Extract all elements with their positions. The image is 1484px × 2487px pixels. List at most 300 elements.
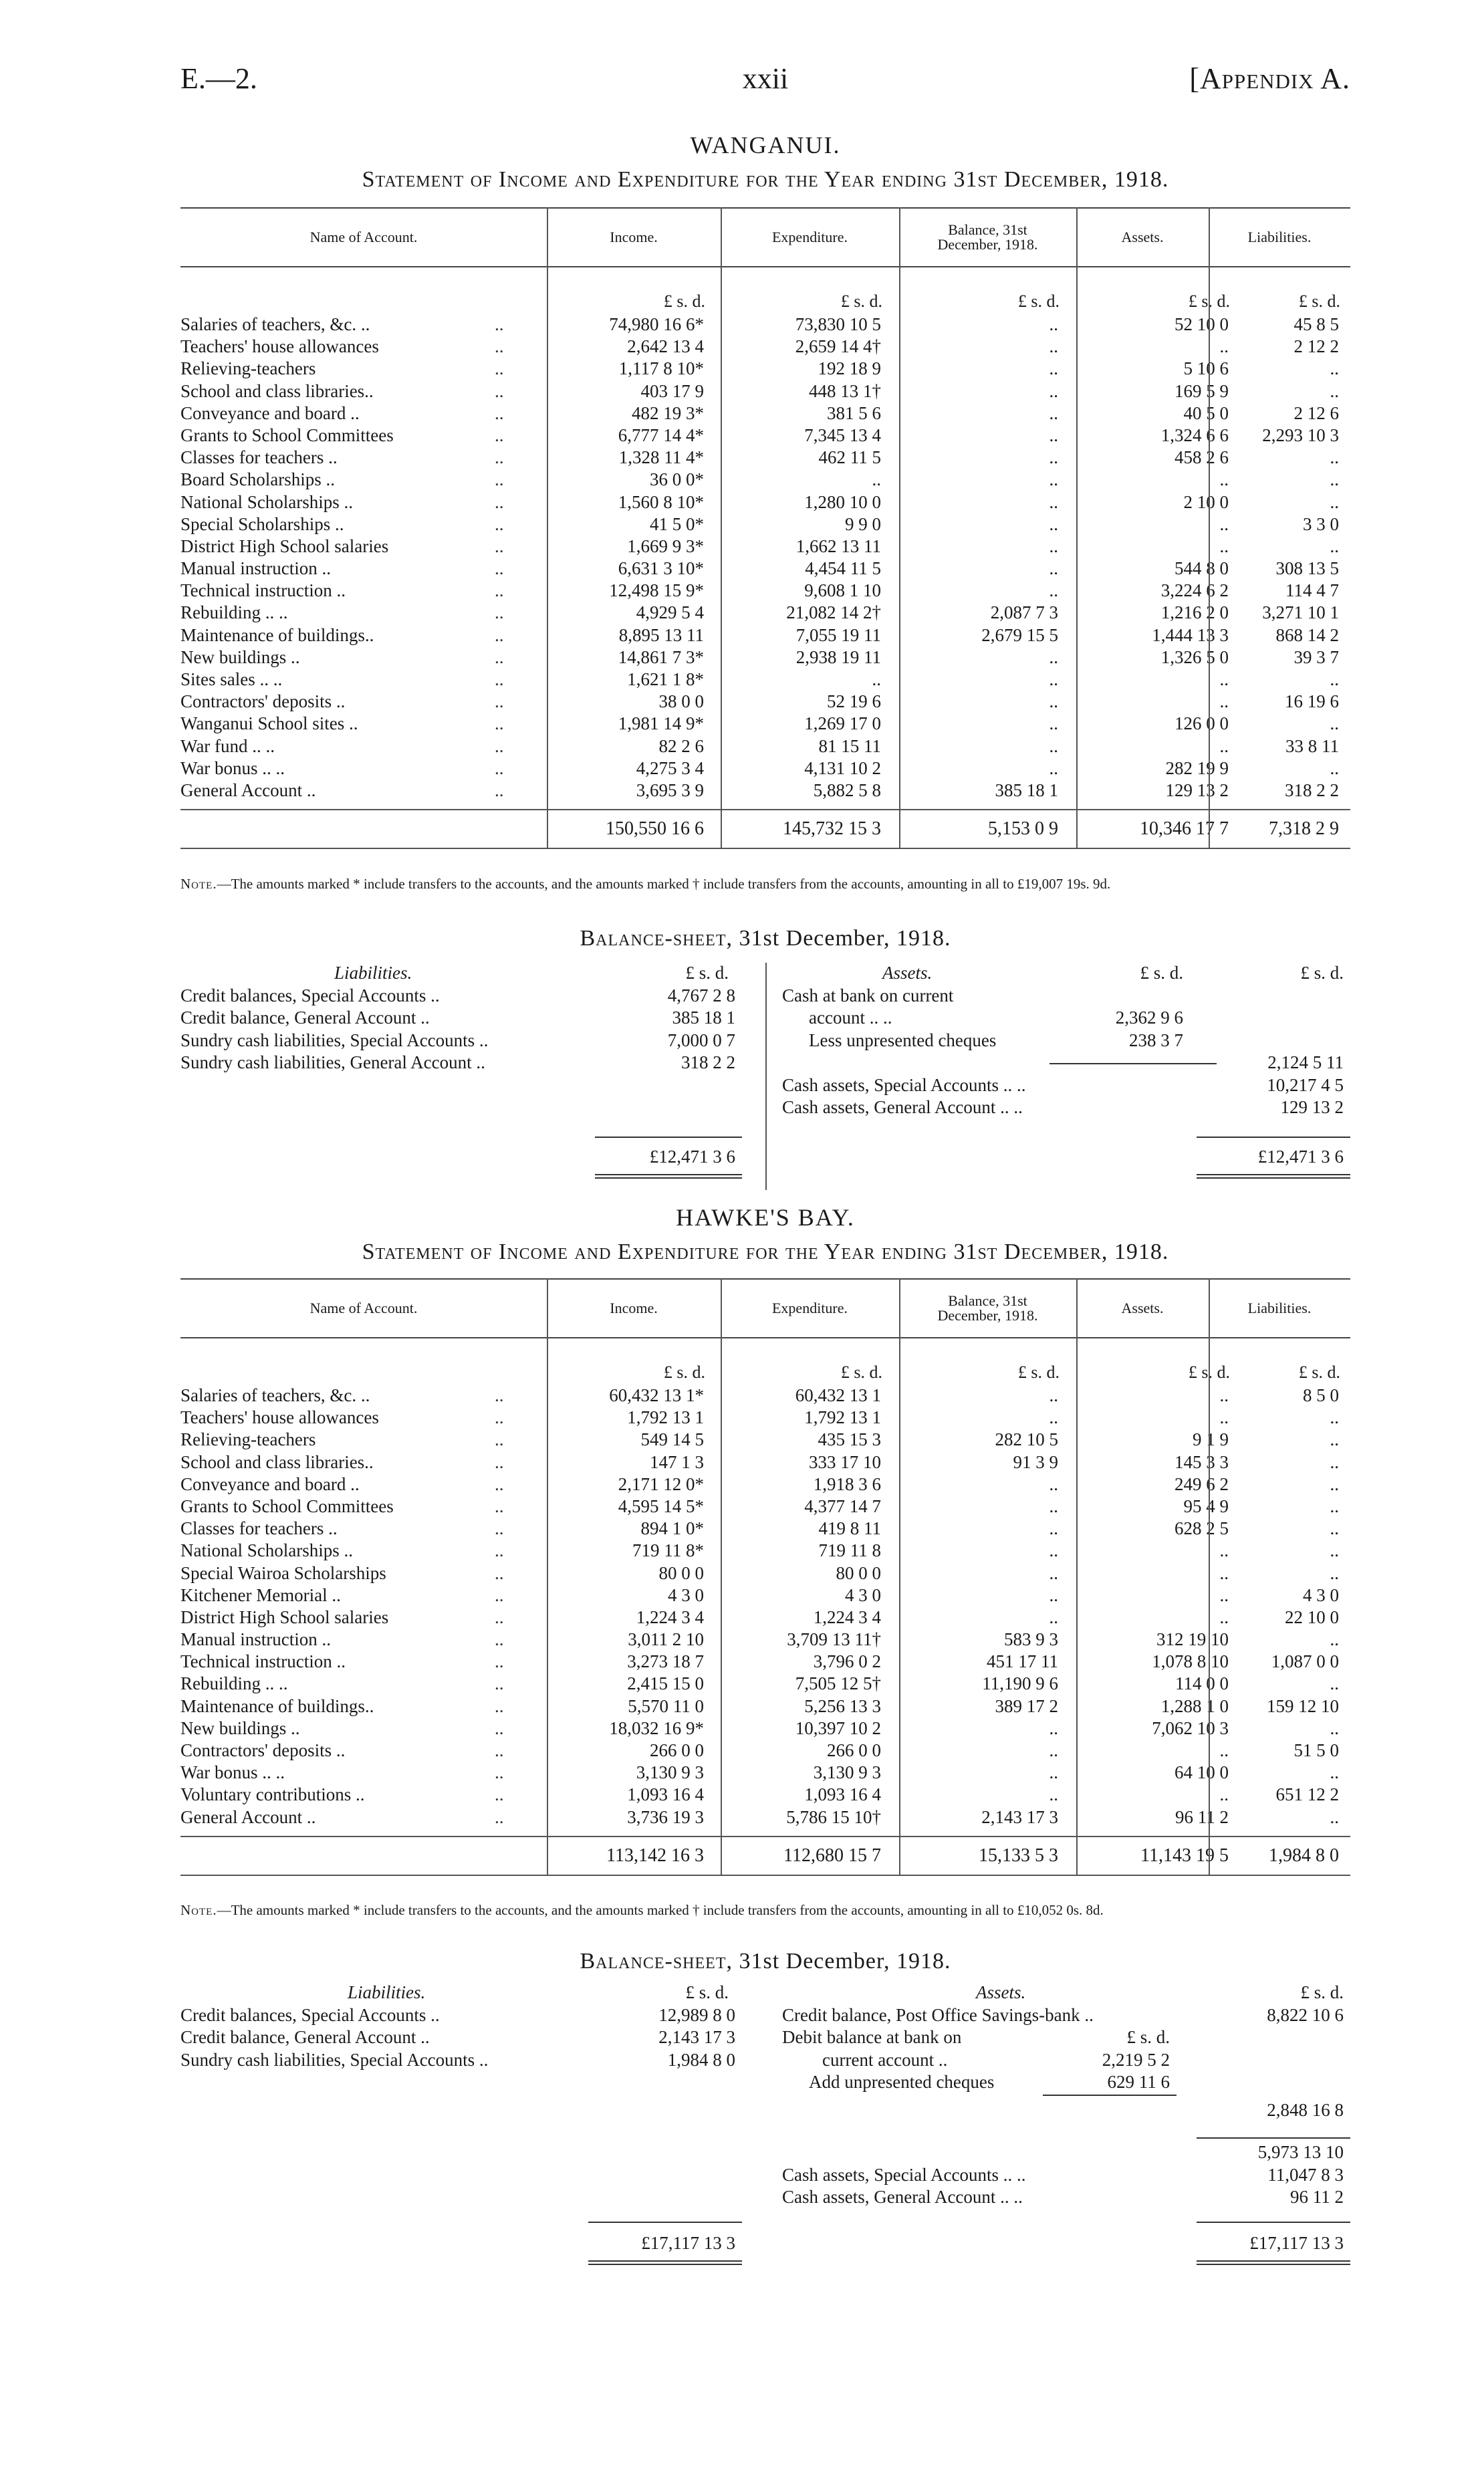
- account-name: Rebuilding .. ..: [180, 1673, 288, 1694]
- column-rule: [1209, 207, 1210, 849]
- table-row: [180, 1784, 1350, 1806]
- ast-cell: 312 19 10: [1156, 1629, 1229, 1650]
- liability-amount: 2,143 17 3: [658, 2027, 735, 2047]
- exp-cell: 7,055 19 11: [795, 624, 881, 645]
- column-header: Income.: [610, 1300, 658, 1316]
- leader-dots: ..: [495, 491, 504, 512]
- ast-cell: 1,324 6 6: [1160, 425, 1229, 445]
- exp-cell: 1,280 10 0: [804, 491, 881, 512]
- cash-assets-general-label: Cash assets, General Account .. ..: [782, 2187, 1023, 2207]
- bal-cell: ..: [1049, 1496, 1058, 1516]
- hawkes-bay-subtitle: Statement of Income and Expenditure for the Year ending 31st December, 1918.: [362, 1239, 1169, 1264]
- bal-cell: ..: [1049, 447, 1058, 468]
- assets-heading: Assets.: [976, 1982, 1026, 2002]
- table-row: [180, 469, 1350, 491]
- ast-cell: 3,224 6 2: [1160, 580, 1229, 601]
- ast-cell: ..: [1219, 735, 1229, 756]
- account-name: War bonus .. ..: [180, 757, 285, 778]
- inc-cell: 403 17 9: [640, 380, 704, 401]
- exp-cell: 192 18 9: [818, 358, 881, 379]
- leader-dots: ..: [495, 602, 504, 623]
- leader-dots: ..: [495, 513, 504, 534]
- lia-cell: ..: [1330, 536, 1339, 556]
- inc-cell: 2,642 13 4: [627, 336, 704, 357]
- inc-cell: 14,861 7 3*: [618, 646, 704, 667]
- column-header: Name of Account.: [310, 1300, 418, 1316]
- table-row: [180, 1407, 1350, 1429]
- ast-cell: ..: [1219, 336, 1229, 357]
- ast-cell: 5 10 6: [1183, 358, 1229, 379]
- cash-assets-special-label: Cash assets, Special Accounts .. ..: [782, 1074, 1026, 1095]
- units-label: £ s. d.: [1188, 291, 1230, 311]
- lia-cell: ..: [1330, 447, 1339, 468]
- lia-cell: ..: [1330, 669, 1339, 689]
- account-name: Kitchener Memorial ..: [180, 1584, 341, 1605]
- leader-dots: ..: [495, 757, 504, 778]
- exp-cell: 5,786 15 10†: [786, 1806, 881, 1827]
- leader-dots: ..: [495, 713, 504, 734]
- exp-cell: 1,918 3 6: [813, 1473, 881, 1494]
- hawkes-bay-bs-assets: Assets. £ s. d. Credit balance, Post Office Savings-bank .. 8,822 10 6 Debit balance at bank on £ s. d. current account .. 2,219 5 2 Add unpresented cheques 629 11 6 2,848 16 8 5,973 13 10 Cash assets, Special Accounts .. .. 11,047 8 3 Cash assets, General Account .. .. 96 11 2 £17,117 13 3: [782, 1982, 1350, 2276]
- bal-total: 15,133 5 3: [979, 1845, 1058, 1866]
- account-name: Technical instruction ..: [180, 1651, 346, 1672]
- table-row: [180, 1540, 1350, 1562]
- table-row: [180, 1585, 1350, 1607]
- cash-assets-special-label: Cash assets, Special Accounts .. ..: [782, 2164, 1026, 2185]
- bal-cell: 2,087 7 3: [990, 602, 1058, 623]
- inc-total: 150,550 16 6: [606, 818, 704, 840]
- lia-cell: 318 2 2: [1285, 780, 1339, 800]
- bal-cell: ..: [1049, 314, 1058, 334]
- table-row: [180, 558, 1350, 580]
- inc-cell: 3,011 2 10: [628, 1629, 704, 1650]
- cash-at-bank-amount: 2,362 9 6: [1115, 1008, 1183, 1028]
- ast-cell: ..: [1219, 1540, 1229, 1561]
- table-row: [180, 514, 1350, 536]
- account-name: New buildings ..: [180, 1718, 300, 1738]
- account-name: Salaries of teachers, &c. ..: [180, 314, 370, 334]
- post-office-savings-label: Credit balance, Post Office Savings-bank ..: [782, 2004, 1094, 2025]
- account-name: Rebuilding .. ..: [180, 602, 288, 623]
- inc-cell: 1,669 9 3*: [627, 536, 704, 556]
- exp-cell: 1,224 3 4: [813, 1607, 881, 1627]
- ast-cell: 169 5 9: [1174, 380, 1229, 401]
- column-rule: [899, 207, 900, 849]
- inc-cell: 1,981 14 9*: [618, 713, 704, 734]
- account-name: Classes for teachers ..: [180, 1518, 338, 1539]
- exp-cell: ..: [872, 469, 881, 490]
- exp-cell: 435 15 3: [818, 1429, 881, 1450]
- wanganui-title: WANGANUI.: [690, 132, 841, 158]
- table-row: [180, 425, 1350, 447]
- liability-line: [180, 985, 762, 1008]
- account-name: General Account ..: [180, 1806, 316, 1827]
- leader-dots: ..: [495, 1429, 504, 1450]
- ast-cell: 628 2 5: [1174, 1518, 1229, 1539]
- ast-cell: 9 1 9: [1193, 1429, 1229, 1450]
- leader-dots: ..: [495, 1673, 504, 1694]
- exp-cell: 4,454 11 5: [805, 558, 881, 579]
- lia-cell: ..: [1330, 1429, 1339, 1450]
- units-label: £ s. d.: [1298, 291, 1340, 311]
- table-row: [180, 736, 1350, 758]
- bal-cell: ..: [1049, 491, 1058, 512]
- inc-cell: 3,736 19 3: [627, 1806, 704, 1827]
- inc-cell: 1,560 8 10*: [618, 491, 704, 512]
- leader-dots: ..: [495, 1562, 504, 1583]
- account-name: Conveyance and board ..: [180, 1473, 360, 1494]
- account-name: Grants to School Committees: [180, 425, 394, 445]
- table-row: [180, 336, 1350, 358]
- table-row: [180, 1429, 1350, 1451]
- bs-divider: [765, 963, 767, 1190]
- exp-cell: 10,397 10 2: [795, 1718, 881, 1738]
- ast-cell: 1,216 2 0: [1160, 602, 1229, 623]
- leader-dots: ..: [495, 558, 504, 579]
- bal-cell: ..: [1049, 1740, 1058, 1760]
- lia-cell: ..: [1330, 1407, 1339, 1428]
- bal-cell: ..: [1049, 536, 1058, 556]
- ast-total: 11,143 19 5: [1140, 1845, 1229, 1866]
- leader-dots: ..: [495, 580, 504, 601]
- exp-cell: 7,505 12 5†: [795, 1673, 881, 1694]
- column-rule: [899, 1278, 900, 1876]
- ast-cell: 95 4 9: [1183, 1496, 1229, 1516]
- inc-cell: 4,929 5 4: [636, 602, 704, 623]
- bal-cell: ..: [1049, 713, 1058, 734]
- inc-cell: 894 1 0*: [640, 1518, 704, 1539]
- table-row: [180, 1740, 1350, 1762]
- inc-cell: 36 0 0*: [650, 469, 704, 490]
- table-row: [180, 403, 1350, 425]
- table-row: [180, 758, 1350, 780]
- leader-dots: ..: [495, 336, 504, 357]
- account-name: Manual instruction ..: [180, 1629, 331, 1650]
- exp-cell: 419 8 11: [818, 1518, 881, 1539]
- bal-cell: ..: [1049, 1584, 1058, 1605]
- lia-cell: 33 8 11: [1285, 735, 1339, 756]
- ast-cell: 126 0 0: [1174, 713, 1229, 734]
- column-rule: [547, 1278, 548, 1876]
- bal-cell: ..: [1049, 1473, 1058, 1494]
- leader-dots: ..: [495, 1806, 504, 1827]
- lia-cell: ..: [1330, 1496, 1339, 1516]
- hawkes-bay-note: Note.—The amounts marked * include transfers to the accounts, and the amounts marked † include transfers from the accounts, amounting in all to £10,052 0s. 8d.: [180, 1902, 1104, 1918]
- inc-cell: 38 0 0: [658, 691, 704, 712]
- inc-cell: 147 1 3: [650, 1451, 704, 1472]
- liability-line: [180, 1030, 762, 1053]
- table-row: [180, 1496, 1350, 1518]
- hawkes-bay-bs-liabilities: Liabilities. £ s. d. Credit balances, Special Accounts .. 12,989 8 0 Credit balance, General Account .. 2,143 17 3 Sundry cash liabilities, Special Accounts .. 1,984 8 0 £17,117 13 3: [180, 1982, 769, 2276]
- table-header: [180, 1278, 1350, 1338]
- account-name: Maintenance of buildings..: [180, 1695, 374, 1716]
- leader-dots: ..: [495, 1607, 504, 1627]
- ast-cell: 2 10 0: [1183, 491, 1229, 512]
- table-row: [180, 492, 1350, 514]
- inc-cell: 3,695 3 9: [636, 780, 704, 800]
- liabilities-heading: Liabilities.: [348, 1982, 426, 2002]
- bal-cell: ..: [1049, 558, 1058, 579]
- exp-cell: 4 3 0: [845, 1584, 881, 1605]
- leader-dots: ..: [495, 624, 504, 645]
- inc-cell: 6,777 14 4*: [618, 425, 704, 445]
- exp-cell: 9,608 1 10: [804, 580, 881, 601]
- lia-cell: ..: [1330, 1451, 1339, 1472]
- lia-cell: ..: [1330, 1806, 1339, 1827]
- exp-cell: 719 11 8: [818, 1540, 881, 1561]
- account-name: Contractors' deposits ..: [180, 1740, 346, 1760]
- leader-dots: ..: [495, 646, 504, 667]
- liability-line: [180, 2050, 769, 2072]
- leader-dots: ..: [495, 1629, 504, 1650]
- lia-cell: ..: [1330, 1562, 1339, 1583]
- units-label: £ s. d.: [663, 291, 705, 311]
- ast-cell: ..: [1219, 1407, 1229, 1428]
- account-name: New buildings ..: [180, 646, 300, 667]
- leader-dots: ..: [495, 735, 504, 756]
- leader-dots: ..: [495, 1451, 504, 1472]
- inc-cell: 4,275 3 4: [636, 757, 704, 778]
- table-row: [180, 1607, 1350, 1629]
- bal-cell: 2,679 15 5: [981, 624, 1058, 645]
- account-name: Relieving-teachers: [180, 1429, 316, 1450]
- inc-cell: 2,415 15 0: [627, 1673, 704, 1694]
- lia-cell: ..: [1330, 1673, 1339, 1694]
- account-name: Manual instruction ..: [180, 558, 331, 579]
- exp-cell: ..: [872, 669, 881, 689]
- page-header: [180, 62, 1350, 108]
- liability-amount: 318 2 2: [681, 1052, 735, 1072]
- leader-dots: ..: [495, 1385, 504, 1405]
- assets-total: £12,471 3 6: [1257, 1147, 1344, 1167]
- inc-cell: 1,093 16 4: [627, 1784, 704, 1805]
- leader-dots: ..: [495, 1473, 504, 1494]
- inc-cell: 1,117 8 10*: [618, 358, 704, 379]
- liability-amount: 7,000 0 7: [667, 1030, 735, 1050]
- liability-label: Credit balances, Special Accounts ..: [180, 2004, 440, 2025]
- account-name: Maintenance of buildings..: [180, 624, 374, 645]
- ast-cell: ..: [1219, 536, 1229, 556]
- wanganui-statement-table: [180, 207, 1350, 849]
- inc-cell: 1,328 11 4*: [618, 447, 704, 468]
- table-row: [180, 580, 1350, 602]
- leader-dots: ..: [495, 780, 504, 800]
- account-name: War bonus .. ..: [180, 1762, 285, 1783]
- leader-dots: ..: [495, 358, 504, 379]
- lia-cell: ..: [1330, 491, 1339, 512]
- lia-cell: 1,087 0 0: [1271, 1651, 1339, 1672]
- exp-cell: 1,662 13 11: [795, 536, 881, 556]
- leader-dots: ..: [495, 1762, 504, 1783]
- exp-cell: 5,256 13 3: [804, 1695, 881, 1716]
- account-name: National Scholarships ..: [180, 491, 353, 512]
- exp-cell: 266 0 0: [827, 1740, 881, 1760]
- debit-balance-amount: 2,219 5 2: [1102, 2049, 1170, 2070]
- ast-cell: ..: [1219, 1740, 1229, 1760]
- leader-dots: ..: [495, 536, 504, 556]
- inc-total: 113,142 16 3: [606, 1845, 704, 1866]
- lia-cell: ..: [1330, 1629, 1339, 1650]
- ast-cell: ..: [1219, 691, 1229, 712]
- ast-cell: 249 6 2: [1174, 1473, 1229, 1494]
- exp-cell: 5,882 5 8: [813, 780, 881, 800]
- hawkes-bay-statement-table: [180, 1278, 1350, 1876]
- inc-cell: 74,980 16 6*: [609, 314, 704, 334]
- leader-dots: ..: [495, 447, 504, 468]
- column-rule: [1076, 207, 1078, 849]
- account-name: War fund .. ..: [180, 735, 275, 756]
- exp-cell: 2,938 19 11: [795, 646, 881, 667]
- bal-cell: ..: [1049, 1718, 1058, 1738]
- bal-cell: ..: [1049, 1407, 1058, 1428]
- ast-cell: 282 19 9: [1165, 757, 1229, 778]
- liability-amount: 1,984 8 0: [667, 2049, 735, 2070]
- column-header: Liabilities.: [1247, 229, 1312, 245]
- leader-dots: ..: [495, 425, 504, 445]
- liability-amount: 4,767 2 8: [667, 985, 735, 1005]
- account-name: Relieving-teachers: [180, 358, 316, 379]
- inc-cell: 41 5 0*: [650, 513, 704, 534]
- liability-label: Credit balances, Special Accounts ..: [180, 985, 440, 1005]
- wanganui-subtitle: Statement of Income and Expenditure for the Year ending 31st December, 1918.: [362, 167, 1169, 192]
- lia-cell: 3,271 10 1: [1262, 602, 1339, 623]
- table-row: [180, 447, 1350, 469]
- units-header: £ s. d.: [685, 963, 729, 983]
- column-header: Assets.: [1121, 229, 1164, 245]
- ast-cell: ..: [1219, 1562, 1229, 1583]
- bal-cell: ..: [1049, 669, 1058, 689]
- inc-cell: 1,792 13 1: [627, 1407, 704, 1428]
- exp-cell: 3,709 13 11†: [787, 1629, 881, 1650]
- table-row: [180, 1718, 1350, 1740]
- leader-dots: ..: [495, 1584, 504, 1605]
- bal-cell: ..: [1049, 1518, 1058, 1539]
- exp-cell: 1,792 13 1: [804, 1407, 881, 1428]
- lia-cell: 45 8 5: [1293, 314, 1339, 334]
- leader-dots: ..: [495, 380, 504, 401]
- inc-cell: 1,224 3 4: [636, 1607, 704, 1627]
- leader-dots: ..: [495, 1784, 504, 1805]
- table-row: [180, 1474, 1350, 1496]
- column-header: Income.: [610, 229, 658, 245]
- exp-cell: 3,130 9 3: [813, 1762, 881, 1783]
- lia-cell: 2,293 10 3: [1262, 425, 1339, 445]
- inc-cell: 6,631 3 10*: [618, 558, 704, 579]
- column-rule: [721, 1278, 722, 1876]
- table-row: [180, 314, 1350, 336]
- units-label: £ s. d.: [663, 1363, 705, 1382]
- account-name: District High School salaries: [180, 536, 389, 556]
- bal-cell: ..: [1049, 1784, 1058, 1805]
- lia-cell: 22 10 0: [1285, 1607, 1339, 1627]
- inc-cell: 3,273 18 7: [627, 1651, 704, 1672]
- bal-cell: 2,143 17 3: [981, 1806, 1058, 1827]
- table-row: [180, 602, 1350, 624]
- bal-cell: ..: [1049, 402, 1058, 423]
- account-name: Salaries of teachers, &c. ..: [180, 1385, 370, 1405]
- cash-at-bank-label: Cash at bank on current: [782, 985, 954, 1005]
- wanganui-bs-assets: Assets. £ s. d. £ s. d. Cash at bank on current account .. .. 2,362 9 6 Less unpresented cheques 238 3 7 2,124 5 11 Cash assets, Special Accounts .. .. 10,217 4 5 Cash assets, General Account .. .. 129 13 2 £12,471 3 6: [782, 963, 1350, 1190]
- liabilities-total: £12,471 3 6: [649, 1147, 735, 1167]
- inc-cell: 60,432 13 1*: [609, 1385, 704, 1405]
- lia-cell: ..: [1330, 358, 1339, 379]
- leader-dots: ..: [495, 469, 504, 490]
- subtotal-amount: 5,973 13 10: [1257, 2142, 1344, 2162]
- lia-cell: 114 4 7: [1285, 580, 1339, 601]
- account-name: Teachers' house allowances: [180, 336, 379, 357]
- page-number: xxii: [742, 62, 789, 95]
- lia-cell: ..: [1330, 1718, 1339, 1738]
- bal-total: 5,153 0 9: [988, 818, 1058, 840]
- exp-cell: 448 13 1†: [809, 380, 881, 401]
- exp-cell: 2,659 14 4†: [795, 336, 881, 357]
- inc-cell: 12,498 15 9*: [609, 580, 704, 601]
- lia-cell: 51 5 0: [1293, 1740, 1339, 1760]
- lia-cell: 39 3 7: [1293, 646, 1339, 667]
- table-row: [180, 625, 1350, 647]
- liability-line: [180, 2005, 769, 2028]
- liability-amount: 385 18 1: [672, 1008, 735, 1028]
- ast-cell: ..: [1219, 1607, 1229, 1627]
- table-row: [180, 381, 1350, 403]
- bal-cell: 91 3 9: [1013, 1451, 1058, 1472]
- totals-row: [180, 1836, 1350, 1876]
- table-row: [180, 1563, 1350, 1585]
- lia-cell: 308 13 5: [1275, 558, 1339, 579]
- column-rule: [1209, 1278, 1210, 1876]
- lia-cell: 3 3 0: [1303, 513, 1339, 534]
- bal-cell: ..: [1049, 380, 1058, 401]
- lia-cell: ..: [1330, 713, 1339, 734]
- column-rule: [721, 207, 722, 849]
- ast-cell: ..: [1219, 1584, 1229, 1605]
- ast-cell: ..: [1219, 1784, 1229, 1805]
- inc-cell: 80 0 0: [658, 1562, 704, 1583]
- ast-cell: 1,444 13 3: [1152, 624, 1229, 645]
- leader-dots: ..: [495, 1496, 504, 1516]
- inc-cell: 482 19 3*: [632, 402, 704, 423]
- units-label: £ s. d.: [1298, 1363, 1340, 1382]
- bal-cell: ..: [1049, 691, 1058, 712]
- exp-cell: 4,131 10 2: [804, 757, 881, 778]
- ast-cell: 1,326 5 0: [1160, 646, 1229, 667]
- leader-dots: ..: [495, 1407, 504, 1428]
- leader-dots: ..: [495, 1695, 504, 1716]
- bal-cell: ..: [1049, 1562, 1058, 1583]
- debit-balance-label: Debit balance at bank on: [782, 2027, 962, 2047]
- exp-cell: 333 17 10: [809, 1451, 881, 1472]
- account-name: Grants to School Committees: [180, 1496, 394, 1516]
- bal-cell: ..: [1049, 469, 1058, 490]
- table-row: [180, 780, 1350, 802]
- inc-cell: 4 3 0: [668, 1584, 704, 1605]
- exp-cell: 52 19 6: [827, 691, 881, 712]
- hawkes-bay-title: HAWKE'S BAY.: [676, 1204, 855, 1231]
- wanganui-note: Note.—The amounts marked * include transfers to the accounts, and the amounts marked † include transfers from the accounts, amounting in all to £19,007 19s. 9d.: [180, 876, 1111, 892]
- column-header: Name of Account.: [310, 229, 418, 245]
- net-bank-amount: 2,848 16 8: [1267, 2099, 1344, 2120]
- inc-cell: 4,595 14 5*: [618, 1496, 704, 1516]
- ast-cell: ..: [1219, 1385, 1229, 1405]
- exp-cell: 60,432 13 1: [795, 1385, 881, 1405]
- wanganui-balance-sheet-title: Balance-sheet, 31st December, 1918.: [580, 926, 951, 951]
- inc-cell: 1,621 1 8*: [627, 669, 704, 689]
- ast-cell: 1,288 1 0: [1160, 1695, 1229, 1716]
- ast-cell: ..: [1219, 669, 1229, 689]
- bal-cell: ..: [1049, 646, 1058, 667]
- leader-dots: ..: [495, 314, 504, 334]
- account-name: Voluntary contributions ..: [180, 1784, 365, 1805]
